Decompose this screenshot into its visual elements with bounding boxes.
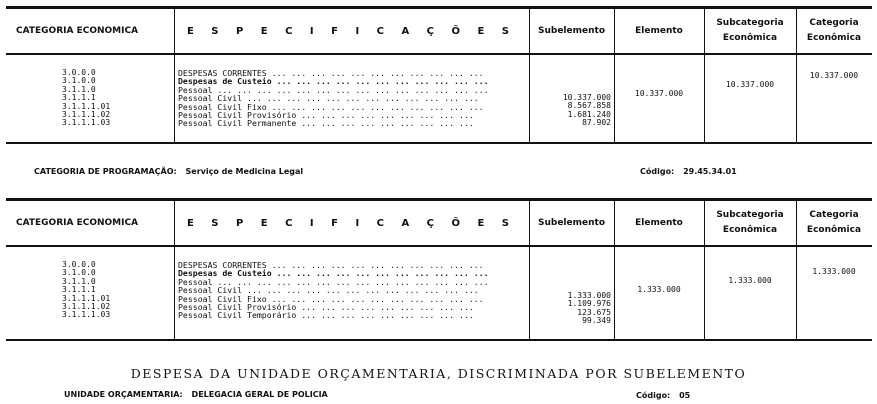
specs-column — [178, 69, 526, 128]
code-cell: 3.1.1.1.02 — [62, 302, 111, 312]
code-cell: 3.1.1.1 — [62, 285, 96, 295]
page-title: DESPESA DA UNIDADE ORÇAMENTARIA, DISCRIMINADA POR SUBELEMENTO — [130, 366, 747, 381]
spec-cell: Despesas de Custeio ... ... ... ... ... ... ... ... ... ... ... — [178, 76, 489, 87]
code-cell: 3.1.0.0 — [62, 76, 96, 86]
header-especificacoes: E S P E C I F I C A Ç Õ E S — [186, 217, 516, 229]
codes-column — [6, 69, 174, 128]
categoria-value: 1.333.000 — [812, 267, 856, 276]
subelemento-column — [529, 94, 611, 128]
code-cell: 3.1.1.0 — [62, 276, 96, 286]
codigo-value: 05 — [679, 391, 691, 400]
header-categoria: Categoria Econômica — [806, 18, 862, 43]
spec-cell: DESPESAS CORRENTES ... ... ... ... ... ... ... ... ... ... ... — [178, 261, 484, 270]
codigo-label: Código: — [636, 391, 671, 400]
subelemento-cell: 10.337.000 — [562, 93, 611, 102]
spec-cell: Pessoal Civil ... ... ... ... ... ... ... ... ... ... ... ... — [178, 93, 479, 104]
header-categoria-economica: CATEGORIA ECONOMICA — [16, 25, 139, 36]
specs-column — [178, 261, 526, 320]
code-cell: 3.1.1.1 — [62, 93, 96, 103]
code-cell: 3.1.1.0 — [62, 84, 96, 94]
header-subelemento: Subelemento — [538, 25, 605, 36]
unidade-caption — [64, 390, 328, 399]
subcategoria-value: 1.333.000 — [728, 276, 772, 285]
subelemento-cell: 99.349 — [582, 316, 611, 326]
subelemento-cell: 123.675 — [577, 307, 611, 317]
header-categoria: Categoria Econômica — [806, 210, 862, 235]
column-divider — [174, 201, 175, 339]
header-elemento: Elemento — [635, 217, 683, 228]
subelemento-cell: 87.902 — [582, 118, 611, 128]
code-cell: 3.1.1.1.02 — [62, 110, 111, 120]
column-divider — [704, 9, 705, 142]
spec-cell: Despesas de Custeio ... ... ... ... ... ... ... ... ... ... ... — [178, 268, 489, 279]
codes-column — [6, 261, 174, 320]
codigo-value: 29.45.34.01 — [683, 167, 737, 176]
code-cell: 3.1.0.0 — [62, 268, 96, 278]
code-cell: 3.1.1.1.03 — [62, 310, 111, 320]
header-elemento: Elemento — [635, 25, 683, 36]
spec-cell: Pessoal Civil Provisório ... ... ... ... ... ... ... ... ... — [178, 302, 474, 313]
unidade-value: DELEGACIA GERAL DE POLICIA — [191, 390, 328, 399]
spec-cell: Pessoal Civil Provisório ... ... ... ... ... ... ... ... ... — [178, 110, 474, 121]
spec-cell: Pessoal Civil Temporário ... ... ... ... ... ... ... ... ... — [178, 310, 474, 320]
subelemento-cell: 1.333.000 — [567, 291, 611, 300]
subelemento-cell: 1.109.976 — [567, 299, 611, 309]
programacao-label: CATEGORIA DE PROGRAMAÇÃO: — [34, 167, 177, 176]
subelemento-column — [529, 292, 611, 326]
table-header — [6, 9, 872, 55]
code-cell: 3.0.0.0 — [62, 260, 96, 269]
subelemento-cell: 1.681.240 — [567, 109, 611, 119]
header-subelemento: Subelemento — [538, 217, 605, 228]
code-cell: 3.0.0.0 — [62, 68, 96, 77]
programacao-codigo — [640, 167, 737, 176]
budget-table-1 — [6, 6, 872, 144]
subcategoria-value: 10.337.000 — [725, 80, 775, 89]
header-especificacoes: E S P E C I F I C A Ç Õ E S — [186, 25, 516, 37]
categoria-value: 10.337.000 — [809, 71, 859, 80]
spec-cell: Pessoal ... ... ... ... ... ... ... ... ... ... ... ... ... ... — [178, 84, 489, 95]
spec-cell: Pessoal Civil Permanente ... ... ... ... ... ... ... ... ... — [178, 118, 474, 128]
column-divider — [174, 9, 175, 142]
spec-cell: Pessoal ... ... ... ... ... ... ... ... ... ... ... ... ... ... — [178, 276, 489, 287]
header-subcategoria: Subcategoria Econômica — [716, 18, 784, 43]
subelemento-cell: 8.567.858 — [567, 101, 611, 111]
column-divider — [614, 201, 615, 339]
spec-cell: Pessoal Civil ... ... ... ... ... ... ... ... ... ... ... ... — [178, 285, 479, 296]
unidade-label: UNIDADE ORÇAMENTARIA: — [64, 390, 183, 399]
elemento-value: 1.333.000 — [637, 285, 681, 294]
programacao-value: Serviço de Medicina Legal — [185, 167, 304, 176]
budget-table-2 — [6, 198, 872, 341]
spec-cell: Pessoal Civil Fixo ... ... ... ... ... ... ... ... ... ... ... — [178, 293, 484, 304]
code-cell: 3.1.1.1.01 — [62, 101, 111, 111]
unidade-codigo — [636, 391, 690, 400]
header-categoria-economica: CATEGORIA ECONOMICA — [16, 217, 139, 228]
column-divider — [614, 9, 615, 142]
header-subcategoria: Subcategoria Econômica — [716, 210, 784, 235]
code-cell: 3.1.1.1.01 — [62, 293, 111, 303]
elemento-value: 10.337.000 — [634, 89, 684, 98]
codigo-label: Código: — [640, 167, 675, 176]
spec-cell: Pessoal Civil Fixo ... ... ... ... ... ... ... ... ... ... ... — [178, 101, 484, 112]
column-divider — [704, 201, 705, 339]
spec-cell: DESPESAS CORRENTES ... ... ... ... ... ... ... ... ... ... ... — [178, 69, 484, 78]
code-cell: 3.1.1.1.03 — [62, 118, 111, 128]
programacao-caption — [34, 167, 303, 176]
table-header — [6, 201, 872, 247]
